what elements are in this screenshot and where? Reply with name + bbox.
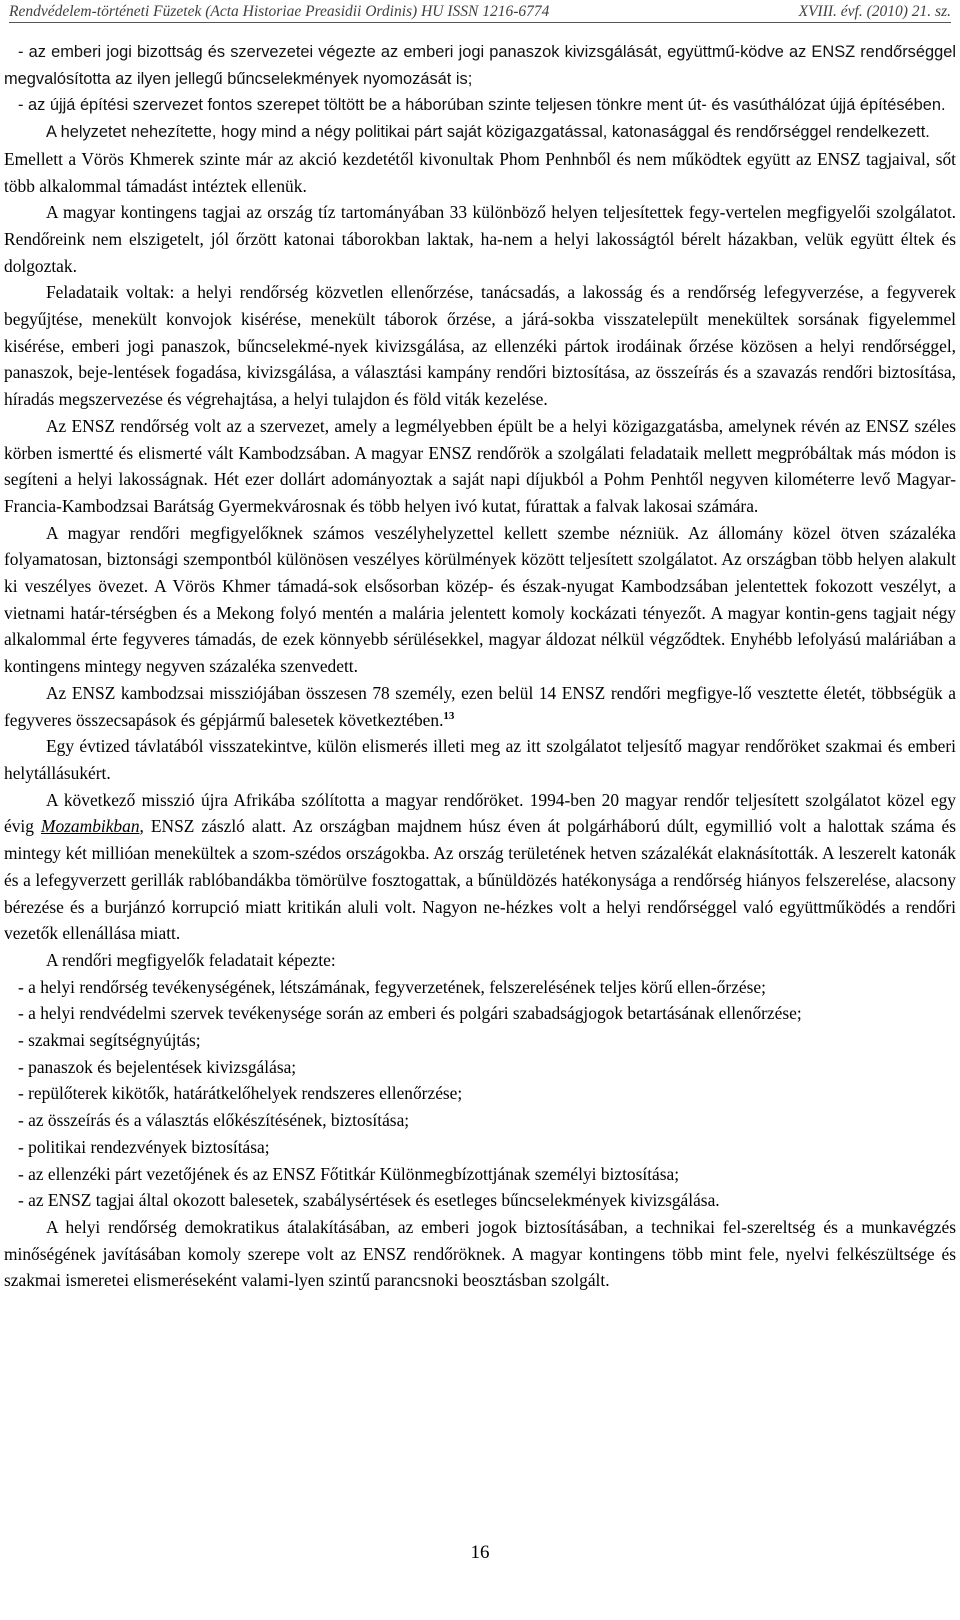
tasks-intro: A rendőri megfigyelők feladatait képezte: bbox=[46, 949, 336, 970]
paragraph-mozambique bbox=[4, 787, 956, 947]
article-body bbox=[4, 39, 956, 1294]
paragraph-un-police: Az ENSZ rendőrség volt az a szervezet, amely a legmélyebben épült be a helyi közigazgatásba, amelynek révén az ENSZ széles körben ismertté és elismerté vált Kambodzsában. A magyar ENSZ rendőrök a szolgálati feladataik mellett megpróbáltak más módon is segíteni a helyi lakosságnak. Hét ezer dollárt adományoztak a saját napi díjukból a Pohm Penhtől negyven kilométerre levő Magyar-Francia-Kambodzsai Barátság Gyermekvárosnak és több helyen ivó kutat, fúrattak a falvak lakosai számára. bbox=[4, 415, 956, 516]
tasks-list bbox=[4, 974, 956, 1214]
paragraph-casualties bbox=[4, 680, 956, 733]
list-item: - az újjá építési szervezet fontos szerepet töltött be a háborúban szinte teljesen tönkre ment út- és vasúthálózat újjá építésében. bbox=[18, 96, 946, 115]
paragraph-contingent: A magyar kontingens tagjai az ország tíz tartományában 33 különböző helyen teljesítettek fegy-vertelen megfigyelői szolgálatot. Rendőreink nem elszigetelt, jól őrzött katonai táborokban laktak, ha-nem a helyi lakosságtól bérelt házakban, velük együtt éltek és dolgoztak. bbox=[4, 202, 956, 276]
issue-info: XVIII. évf. (2010) 21. sz. bbox=[798, 3, 951, 20]
paragraph-final: A helyi rendőrség demokratikus átalakításában, az emberi jogok biztosításában, a technikai fel-szereltség és a munkavégzés minőségének javításában komoly szerepe volt az ENSZ rendőröknek. A magyar kontingens több mint fele, nyelvi felkészültsége és szakmai ismeretei elismeréseként valami-lyen szintű parancsnoki beosztásban szolgált. bbox=[4, 1216, 956, 1291]
casualties-text: Az ENSZ kambodzsai missziójában összesen 78 személy, ezen belül 14 ENSZ rendőri megfigye-lő vesztette életét, többségük a fegyveres összecsapások és gépjármű balesetek következtében. bbox=[4, 682, 956, 730]
list-item: - az ENSZ tagjai által okozott balesetek, szabálysértések és esetleges bűncselekmények kivizsgálása. bbox=[18, 1190, 720, 1211]
list-item: - a helyi rendőrség tevékenységének, létszámának, fegyverzetének, felszerelésének teljes körű ellen-őrzése; bbox=[18, 976, 766, 997]
paragraph-situation: A helyzetet nehezítette, hogy mind a négy politikai párt saját közigazgatással, katonasággal és rendőrséggel rendelkezett. bbox=[46, 123, 930, 142]
intro-list bbox=[4, 39, 956, 119]
list-item: - az összeírás és a választás előkészítésének, biztosítása; bbox=[18, 1110, 410, 1131]
paragraph-decade: Egy évtized távlatából visszatekintve, külön elismerés illeti meg az itt szolgálatot teljesítő magyar rendőröket szakmai és emberi helytállásukért. bbox=[4, 736, 956, 783]
mozambique-text-before: A következő misszió újra Afrikába szólította a magyar rendőröket. 1994-ben 20 magyar rendőr teljesített szolgálatot közel egy évig bbox=[4, 789, 956, 837]
list-item: - panaszok és bejelentések kivizsgálása; bbox=[18, 1056, 297, 1077]
mozambique-link[interactable]: Mozambikban bbox=[40, 816, 140, 837]
paragraph-tasks: Feladataik voltak: a helyi rendőrség közvetlen ellenőrzése, tanácsadás, a lakosság és a rendőrség lefegyverzése, a fegyverek begyűjtése, menekült konvojok kisérése, menekült táborok őrzése, a járá-sokba visszatelepült menekültek sorsának figyelemmel kisérése, emberi jogi panaszok, bűncselekmé-nyek kivizsgálása, az ellenzéki pártok irodáinak őrzése közösen a helyi rendőrséggel, panaszok, beje-lentések fogadása, kivizsgálása, a választási kampány rendőri biztosítása, az összeírás és a szavazás rendőri biztosítása, híradás megszervezése és végrehajtása, a helyi tulajdon és föld viták kezelése. bbox=[4, 282, 956, 410]
list-item: - az ellenzéki párt vezetőjének és az ENSZ Főtitkár Különmegbízottjának személyi biztosítása; bbox=[18, 1163, 680, 1184]
list-item: - repülőterek kikötők, határátkelőhelyek rendszeres ellenőrzése; bbox=[18, 1083, 463, 1104]
journal-title: Rendvédelem-történeti Füzetek (Acta Historiae Preasidii Ordinis) HU ISSN 1216-6774 bbox=[9, 3, 550, 20]
paragraph-danger: A magyar rendőri megfigyelőknek számos veszélyhelyzettel kellett szembe nézniük. Az állomány közel ötven százaléka folyamatosan, biztonsági szempontból különösen veszélyes körülmények között teljesített szolgálatot. Az országban több helyen alakult ki veszélyes övezet. A Vörös Khmer támadá-sok elsősorban közép- és észak-nyugat Kambodzsában jelentettek fokozott veszélyt, a vietnami határ-térségben és a Mekong folyó mentén a malária jelentett komoly kockázati tényezőt. A magyar kontin-gens tagjait négy alkalommal érte fegyveres támadás, de ezek könnyebb sérülésekkel, magyar áldozat nélkül végződtek. Enyhébb lefolyású maláriában a kontingens mintegy negyven százaléka szenvedett. bbox=[4, 522, 956, 677]
list-item: - szakmai segítségnyújtás; bbox=[18, 1030, 201, 1051]
footnote-reference[interactable]: 13 bbox=[443, 709, 455, 722]
list-item: - az emberi jogi bizottság és szervezetei végezte az emberi jogi panaszok kivizsgálását, együttmű-ködve az ENSZ rendőrséggel megvalósította az ilyen jellegű bűncselekmények nyomozását is; bbox=[4, 43, 956, 88]
list-item: - a helyi rendvédelmi szervek tevékenysége során az emberi és polgári szabadságjogok betartásának ellenőrzése; bbox=[18, 1003, 802, 1024]
paragraph-khmer: Emellett a Vörös Khmerek szinte már az akció kezdetétől kivonultak Phom Penhnből és nem működtek együtt az ENSZ tagjaival, sőt több alkalommal támadást intéztek ellenük. bbox=[4, 148, 956, 196]
page-number: 16 bbox=[470, 1542, 490, 1563]
running-header bbox=[9, 2, 951, 23]
mozambique-text-after: , ENSZ zászló alatt. Az országban majdnem húsz éven át polgárháború dúlt, egymillió volt a halottak száma és mintegy két millióan menekültek a szom-szédos országokba. Az ország területének hetven százalékát elaknásították. A leszerelt katonák és a lefegyverzett gerillák rablóbandákba tömörülve fosztogattak, a bűnüldözés hatékonysága a rendőrség hiányos felszerelése, alacsony bérezése és a burjánzó korrupció miatt kritikán aluli volt. Nagyon ne-hézkes volt a helyi rendőrséggel való együttműködés a rendőri vezetők ellenállása miatt. bbox=[4, 816, 956, 944]
list-item: - politikai rendezvények biztosítása; bbox=[18, 1136, 270, 1157]
